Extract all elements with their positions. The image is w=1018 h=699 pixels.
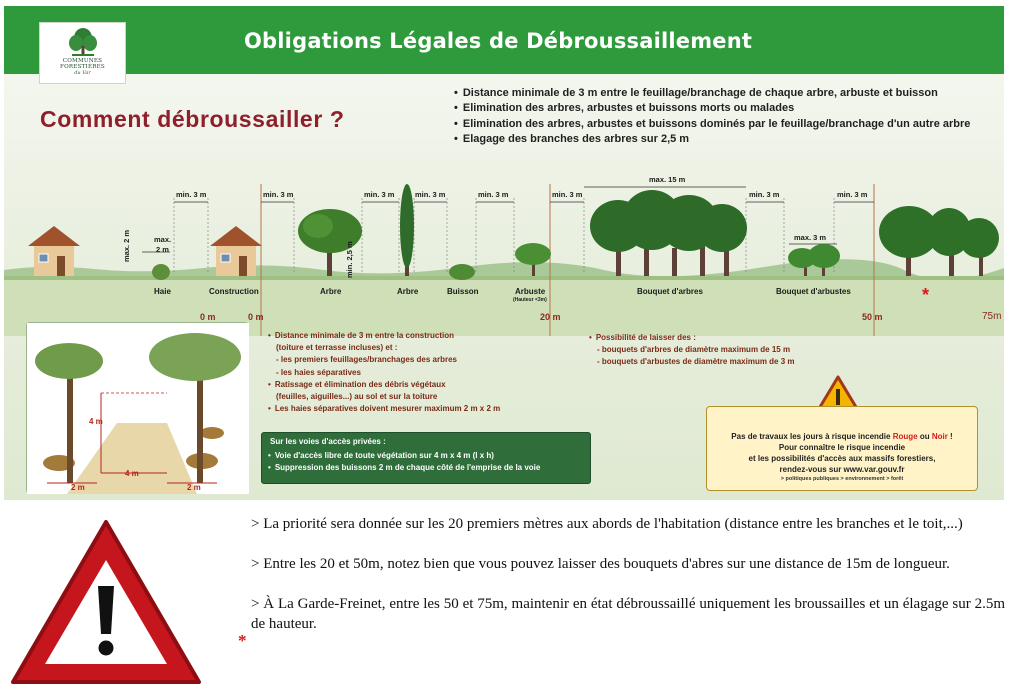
rule-line: - les haies séparatives (276, 367, 361, 377)
label-arbre: Arbre (320, 287, 342, 296)
rule-line: (toiture et terrasse incluses) et : (276, 343, 398, 353)
access-rule: • Voie d'accès libre de toute végétation sur 4 m x 4 m (l x h) (268, 450, 540, 462)
warning-link-line: rendez-vous sur www.var.gouv.fr (779, 465, 905, 474)
access-rules-list (268, 450, 540, 474)
dim-label-vertical: max. 2 m (122, 229, 131, 262)
star-marker: * (922, 285, 930, 305)
top-rule: • Distance minimale de 3 m entre le feuillage/branchage de chaque arbre, arbuste et buisson (454, 86, 970, 101)
warning-line1-post: ! (947, 432, 953, 441)
dim-label: min. 3 m (263, 190, 294, 199)
tree-logo-icon (66, 26, 100, 58)
rule-line: - bouquets d'arbres de diamètre maximum de 15 m (597, 345, 791, 355)
distance-marker: 50 m (862, 312, 883, 322)
label-arbuste: Arbuste (515, 287, 546, 296)
warning-line1-pre: Pas de travaux les jours à risque incendie (731, 432, 893, 441)
label-bouquet-arbres: Bouquet d'arbres (637, 287, 703, 296)
label-bouquet-arbustes: Bouquet d'arbustes (776, 287, 851, 296)
logo-name: COMMUNES FORESTIÈRES (60, 58, 105, 70)
warning-line: Pour connaître le risque incendie (778, 443, 906, 452)
dim-label: max. (154, 235, 172, 244)
distance-marker: 0 m (248, 312, 264, 322)
rule-line: • Les haies séparatives doivent mesurer maximum 2 m x 2 m (268, 403, 500, 415)
label-construction: Construction (209, 287, 259, 296)
warning-noir: Noir (931, 432, 948, 441)
dim-label: min. 3 m (552, 190, 583, 199)
dim-label-vertical: min. 2,5 m (345, 241, 354, 278)
label-buisson: Buisson (447, 287, 479, 296)
top-rules-list (454, 86, 970, 147)
sketch-height-label: 4 m (89, 417, 103, 426)
top-rule: • Elagage des branches des arbres sur 2,5 m (454, 132, 970, 147)
label-arbre: Arbre (397, 287, 419, 296)
notice-text (251, 514, 1005, 654)
dim-label: min. 3 m (415, 190, 446, 199)
poster-title: Obligations Légales de Débroussaillement (244, 29, 753, 53)
dim-label: max. 3 m (794, 233, 827, 242)
dim-label: min. 3 m (837, 190, 868, 199)
poster-subtitle: Comment débroussailler ? (40, 106, 345, 132)
poster (4, 6, 1004, 500)
rule-line: - bouquets d'arbustes de diamètre maximum de 3 m (597, 357, 795, 367)
rule-line: • Possibilité de laisser des : (589, 332, 795, 344)
rule-line: (feuilles, aiguilles...) au sol et sur la toiture (276, 392, 438, 402)
landscape-scene (4, 166, 1004, 336)
notice-paragraph: > Entre les 20 et 50m, notez bien que vous pouvez laisser des bouquets d'abres sur une distance de 15m de longueur. (251, 556, 950, 572)
distance-marker: 20 m (540, 312, 561, 322)
notice-paragraph: > À La Garde-Freinet, entre les 50 et 75m, maintenir en état débroussaillé uniquement les broussailles et un élagage sur 2.5m de hauteur. (251, 596, 1005, 632)
construction-rules-list (268, 330, 500, 415)
access-rules-box (261, 432, 591, 484)
dim-label: 2 m (156, 245, 169, 254)
notice-star: * (238, 631, 247, 650)
logo-sub: du Var (74, 70, 91, 76)
notice-paragraph: > La priorité sera donnée sur les 20 premiers mètres aux abords de l'habitation (distance entre les branches et le toit,...) (251, 516, 963, 532)
dim-label: min. 3 m (749, 190, 780, 199)
warning-line: et les possibilités d'accès aux massifs forestiers, (748, 454, 936, 463)
distance-marker: 0 m (200, 312, 216, 322)
sketch-left-label: 2 m (71, 483, 85, 492)
distance-marker: 75m (982, 311, 1002, 322)
label-arbuste-note: (Hauteur <3m) (513, 297, 547, 303)
rule-line: - les premiers feuillages/branchages des arbres (276, 355, 457, 365)
dim-label: min. 3 m (478, 190, 509, 199)
access-rules-title: Sur les voies d'accès privées : (270, 437, 386, 446)
sketch-width-label: 4 m (125, 469, 139, 478)
warning-line1-mid: ou (917, 432, 932, 441)
fire-risk-warning-box (706, 406, 978, 491)
dim-label: min. 3 m (176, 190, 207, 199)
dim-label: max. 15 m (649, 175, 686, 184)
warning-path-line: > politiques publiques > environnement > forêt (780, 476, 904, 482)
bouquet-rules-list (589, 332, 795, 369)
rule-line: • Ratissage et élimination des débris végétaux (268, 379, 500, 391)
logo (39, 22, 126, 84)
top-rule: • Elimination des arbres, arbustes et buissons morts ou malades (454, 101, 970, 116)
warning-line (707, 431, 977, 442)
access-road-sketch (26, 322, 248, 493)
top-rule: • Elimination des arbres, arbustes et buissons dominés par le feuillage/branchage d'un autre arbre (454, 117, 970, 132)
rule-line: • Distance minimale de 3 m entre la construction (268, 330, 500, 342)
label-haie: Haie (154, 287, 171, 296)
warning-rouge: Rouge (892, 432, 918, 441)
dim-label: min. 3 m (364, 190, 395, 199)
large-warning-sign-icon (7, 516, 205, 689)
sketch-right-label: 2 m (187, 483, 201, 492)
access-rule: • Suppression des buissons 2 m de chaque côté de l'emprise de la voie (268, 462, 540, 474)
